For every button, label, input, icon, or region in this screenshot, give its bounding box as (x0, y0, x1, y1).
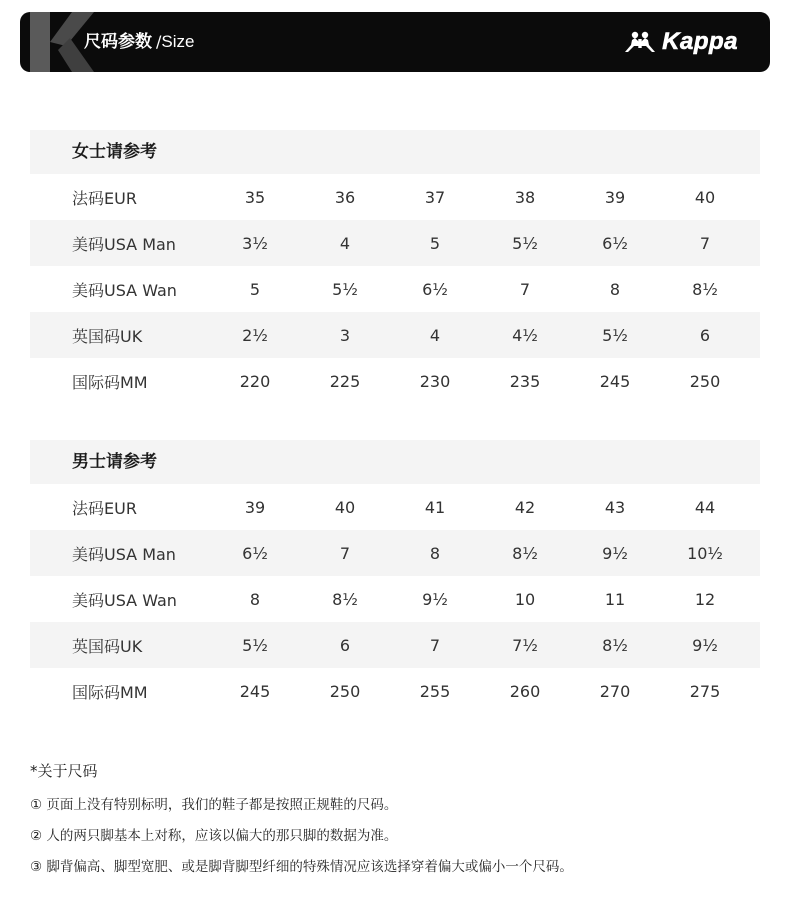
size-cell: 4 (429, 325, 441, 345)
men-rows (30, 484, 760, 714)
size-cell: 6 (699, 325, 711, 345)
size-cell: 10½ (687, 543, 723, 563)
size-cell: 9½ (422, 589, 448, 609)
row-label: 法码EUR (72, 188, 137, 208)
size-cell: 41 (424, 497, 446, 517)
kappa-wordmark: Kappa (662, 28, 738, 55)
size-cell: 6 (339, 635, 351, 655)
size-cell: 39 (604, 187, 626, 207)
size-cell: 5½ (332, 279, 358, 299)
women-size-table (30, 130, 760, 404)
size-cell: 5½ (602, 325, 628, 345)
size-cell: 11 (604, 589, 626, 609)
size-cell: 43 (604, 497, 626, 517)
size-cell: 2½ (242, 325, 268, 345)
size-cell: 36 (334, 187, 356, 207)
size-cell: 9½ (602, 543, 628, 563)
note-line: ② 人的两只脚基本上对称，应该以偏大的那只脚的数据为准。 (30, 828, 398, 844)
size-cell: 7½ (512, 635, 538, 655)
size-cell: 250 (329, 681, 361, 701)
size-cell: 220 (239, 371, 271, 391)
size-cell: 5 (249, 279, 261, 299)
size-cell: 275 (689, 681, 721, 701)
row-label: 英国码UK (72, 326, 143, 346)
size-cell: 235 (509, 371, 541, 391)
size-cell: 7 (519, 279, 531, 299)
women-table-title: 女士请参考 (30, 130, 760, 174)
table-row (30, 576, 760, 622)
size-cell: 40 (694, 187, 716, 207)
table-row (30, 530, 760, 576)
table-row (30, 358, 760, 404)
size-cell: 260 (509, 681, 541, 701)
size-cell: 245 (239, 681, 271, 701)
men-size-table (30, 440, 760, 714)
kappa-logo (622, 28, 738, 56)
size-cell: 12 (694, 589, 716, 609)
note-line: ③ 脚背偏高、脚型宽肥、或是脚背脚型纤细的特殊情况应该选择穿着偏大或偏小一个尺码。 (30, 859, 573, 875)
size-cell: 5½ (242, 635, 268, 655)
size-cell: 230 (419, 371, 451, 391)
size-cell: 4½ (512, 325, 538, 345)
table-row (30, 174, 760, 220)
size-cell: 3 (339, 325, 351, 345)
size-cell: 6½ (422, 279, 448, 299)
size-cell: 8 (609, 279, 621, 299)
size-cell: 44 (694, 497, 716, 517)
size-cell: 39 (244, 497, 266, 517)
size-cell: 250 (689, 371, 721, 391)
size-cell: 5½ (512, 233, 538, 253)
row-label: 法码EUR (72, 498, 137, 518)
row-label: 国际码MM (72, 372, 148, 392)
row-label: 美码USA Wan (72, 590, 177, 610)
size-cell: 8 (429, 543, 441, 563)
size-cell: 8½ (332, 589, 358, 609)
size-cell: 245 (599, 371, 631, 391)
table-row (30, 220, 760, 266)
table-row (30, 266, 760, 312)
row-label: 美码USA Man (72, 234, 176, 254)
title-en: Size (161, 32, 195, 51)
size-cell: 38 (514, 187, 536, 207)
size-cell: 8 (249, 589, 261, 609)
table-row (30, 484, 760, 530)
table-row (30, 668, 760, 714)
size-cell: 42 (514, 497, 536, 517)
size-cell: 3½ (242, 233, 268, 253)
size-cell: 6½ (602, 233, 628, 253)
women-rows (30, 174, 760, 404)
size-cell: 37 (424, 187, 446, 207)
size-cell: 7 (339, 543, 351, 563)
size-cell: 7 (429, 635, 441, 655)
row-label: 英国码UK (72, 636, 143, 656)
title-separator: / (156, 32, 162, 51)
notes-title: *关于尺码 (30, 762, 98, 780)
size-cell: 35 (244, 187, 266, 207)
table-row (30, 622, 760, 668)
note-line: ① 页面上没有特别标明，我们的鞋子都是按照正规鞋的尺码。 (30, 797, 398, 813)
kappa-omini-icon (622, 30, 658, 54)
row-label: 美码USA Man (72, 544, 176, 564)
size-cell: 8½ (692, 279, 718, 299)
size-cell: 9½ (692, 635, 718, 655)
title-cn: 尺码参数 (84, 32, 152, 52)
size-cell: 270 (599, 681, 631, 701)
size-cell: 10 (514, 589, 536, 609)
table-row (30, 312, 760, 358)
size-cell: 225 (329, 371, 361, 391)
size-cell: 40 (334, 497, 356, 517)
row-label: 美码USA Wan (72, 280, 177, 300)
size-cell: 5 (429, 233, 441, 253)
row-label: 国际码MM (72, 682, 148, 702)
size-cell: 6½ (242, 543, 268, 563)
size-cell: 8½ (602, 635, 628, 655)
size-cell: 255 (419, 681, 451, 701)
size-cell: 4 (339, 233, 351, 253)
size-notes (30, 760, 770, 886)
size-cell: 8½ (512, 543, 538, 563)
header-bar (20, 12, 770, 72)
page-title (84, 12, 194, 72)
size-cell: 7 (699, 233, 711, 253)
men-table-title: 男士请参考 (30, 440, 760, 484)
